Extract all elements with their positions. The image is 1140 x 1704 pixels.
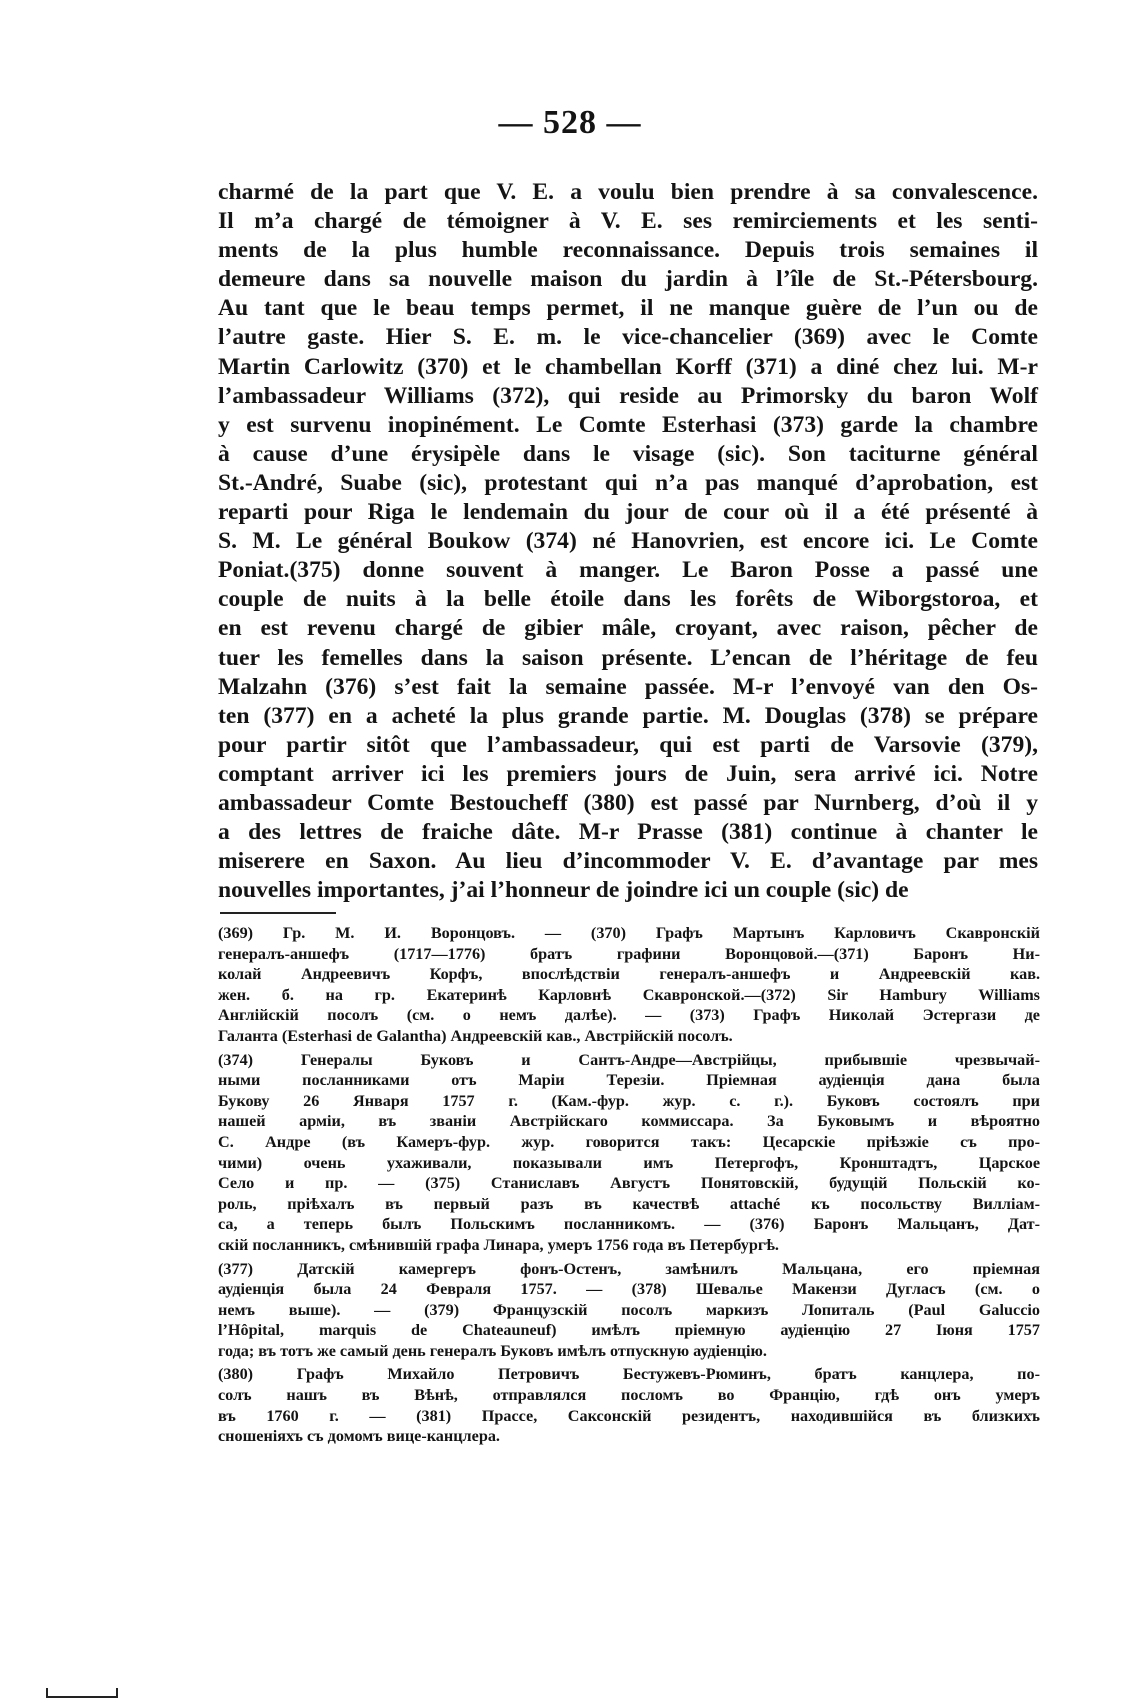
body-line: charmé de la part que V. E. a voulu bien prendre à sa convalescence. (218, 179, 1038, 205)
footnote-line: колай Андреевичъ Корфъ, впослѣдствіи генералъ-аншефъ и Андреевскій кав. (218, 965, 1040, 984)
body-line: Malzahn (376) s’est fait la semaine passée. M-r l’envoyé van den Os- (218, 673, 1038, 700)
footnote-line: Галанта (Esterhasi de Galantha) Андреевскій кав., Австрійскій посолъ. (218, 1026, 733, 1045)
footnote-line: солъ нашъ въ Вѣнѣ, отправлялся посломъ во Францію, гдѣ онъ умеръ (218, 1386, 1040, 1405)
footnote-line: С. Андре (въ Камеръ-фур. жур. говорится такъ: Цесарскіе пріѣзжіе съ про- (218, 1132, 1040, 1151)
footnote-line: са, а теперь былъ Польскимъ посланникомъ. — (376) Баронъ Мальцанъ, Дат- (218, 1215, 1040, 1234)
body-line: l’ambassadeur Williams (372), qui reside au Primorsky du baron Wolf (218, 382, 1038, 409)
footnote-line: скій посланникъ, смѣнившій графа Линара, умеръ 1756 года въ Петербургѣ. (218, 1235, 779, 1254)
body-line: ambassadeur Comte Bestoucheff (380) est passé par Nurnberg, d’où il y (218, 789, 1038, 816)
footnote-line: (377) Датскій камергеръ фонъ-Остенъ, замѣнилъ Мальцана, его пріемная (218, 1259, 1040, 1278)
footnote-line: сношеніяхъ съ домомъ вице-канцлера. (218, 1427, 500, 1446)
page-number: — 528 — (498, 104, 642, 141)
crop-mark-tick (46, 1688, 48, 1698)
footnotes (218, 923, 1040, 1447)
footnote-line: нашей арміи, въ званіи Австрійскаго коммиссара. За Буковымъ и вѣроятно (218, 1112, 1040, 1131)
footnote-line: (369) Гр. М. И. Воронцовъ. — (370) Графъ Мартынъ Карловичъ Скавронскій (218, 924, 1040, 942)
footnote-line: жен. б. на гр. Екатеринѣ Карловнѣ Скавронской.—(372) Sir Hambury Williams (218, 985, 1040, 1004)
body-line: pour partir sitôt que l’ambassadeur, qui est parti de Varsovie (379), (218, 731, 1038, 758)
footnote-line: чими) очень ухаживали, показывали имъ Петергофъ, Кронштадтъ, Царское (218, 1153, 1040, 1172)
body-line: à cause d’une érysipèle dans le visage (sic). Son taciturne général (218, 440, 1038, 467)
corner-crop-mark (46, 1688, 118, 1698)
footnote-line: аудіенція была 24 Февраля 1757. — (378) Шевалье Макензи Дугласъ (см. о (218, 1280, 1040, 1299)
body-line: nouvelles importantes, j’ai l’honneur de joindre ici un couple (sic) de (218, 877, 909, 904)
footnote-line: l’Hôpital, marquis de Chateauneuf) имѣлъ пріемную аудіенцію 27 Іюня 1757 (218, 1321, 1040, 1340)
footnote-line: (374) Генералы Буковъ и Сантъ-Андре—Австрійцы, прибывшіе чрезвычай- (218, 1050, 1040, 1069)
footnote-line: ными посланниками отъ Маріи Терезіи. Пріемная аудіенція дана была (218, 1071, 1040, 1090)
footnote-line: Англійскій посолъ (см. о немъ далѣе). — (373) Графъ Николай Эстергази де (218, 1006, 1040, 1025)
body-line: couple de nuits à la belle étoile dans les forêts de Wiborgstoroa, et (218, 586, 1038, 613)
body-line: l’autre gaste. Hier S. E. m. le vice-chancelier (369) avec le Comte (218, 324, 1038, 351)
body-line: Il m’a chargé de témoigner à V. E. ses remirciements et les senti- (218, 208, 1038, 235)
footnote-line: генералъ-аншефъ (1717—1776) братъ графини Воронцовой.—(371) Баронъ Ни- (218, 944, 1040, 963)
footnote-line: (380) Графъ Михайло Петровичъ Бестужевъ-Рюминъ, братъ канцлера, по- (218, 1365, 1040, 1384)
body-line: S. M. Le général Boukow (374) né Hanovrien, est encore ici. Le Comte (218, 528, 1038, 555)
footnote-line: немъ выше). — (379) Французскій посолъ маркизъ Лопиталь (Paul Galuccio (218, 1300, 1040, 1319)
body-line: y est survenu inopinément. Le Comte Esterhasi (373) garde la chambre (218, 411, 1038, 438)
body-line: St.-André, Suabe (sic), protestant qui n’a pas manqué d’aprobation, est (218, 469, 1038, 496)
body-text (218, 178, 1038, 905)
footnote-line: года; въ тотъ же самый день генералъ Буковъ имѣлъ отпускную аудіенцію. (218, 1341, 767, 1360)
footnote-line: Букову 26 Января 1757 г. (Кам.-фур. жур. с. г.). Буковъ состоялъ при (218, 1091, 1040, 1110)
body-line: en est revenu chargé de gibier mâle, croyant, avec raison, pêcher de (218, 615, 1038, 642)
body-line: reparti pour Riga le lendemain du jour de cour où il a été présenté à (218, 499, 1038, 526)
crop-mark-tick (116, 1688, 118, 1698)
body-line: ten (377) en a acheté la plus grande partie. M. Douglas (378) se prépare (218, 702, 1038, 729)
body-line: Au tant que le beau temps permet, il ne manque guère de l’un ou de (218, 295, 1038, 322)
footnote-rule (220, 912, 336, 914)
footnote-line: роль, пріѣхалъ въ первый разъ въ качествѣ attaché къ посольству Вилліам- (218, 1194, 1040, 1213)
footnote-line: въ 1760 г. — (381) Прассе, Саксонскій резидентъ, находившійся въ близкихъ (218, 1406, 1040, 1425)
footnote-line: Село и пр. — (375) Станиславъ Августъ Понятовскій, будущій Польскій ко- (218, 1174, 1040, 1193)
body-line: comptant arriver ici les premiers jours de Juin, sera arrivé ici. Notre (218, 760, 1038, 787)
body-line: miserere en Saxon. Au lieu d’incommoder V. E. d’avantage par mes (218, 848, 1038, 875)
body-line: tuer les femelles dans la saison présente. L’encan de l’héritage de feu (218, 644, 1038, 671)
crop-mark-bar (46, 1696, 118, 1698)
body-line: a des lettres de fraiche dâte. M-r Prasse (381) continue à chanter le (218, 819, 1038, 846)
body-line: ments de la plus humble reconnaissance. Depuis trois semaines il (218, 237, 1038, 264)
body-line: Martin Carlowitz (370) et le chambellan Korff (371) a diné chez lui. M-r (218, 353, 1038, 380)
body-line: demeure dans sa nouvelle maison du jardin à l’île de St.-Pétersbourg. (218, 266, 1038, 293)
body-line: Poniat.(375) donne souvent à manger. Le Baron Posse a passé une (218, 557, 1038, 584)
